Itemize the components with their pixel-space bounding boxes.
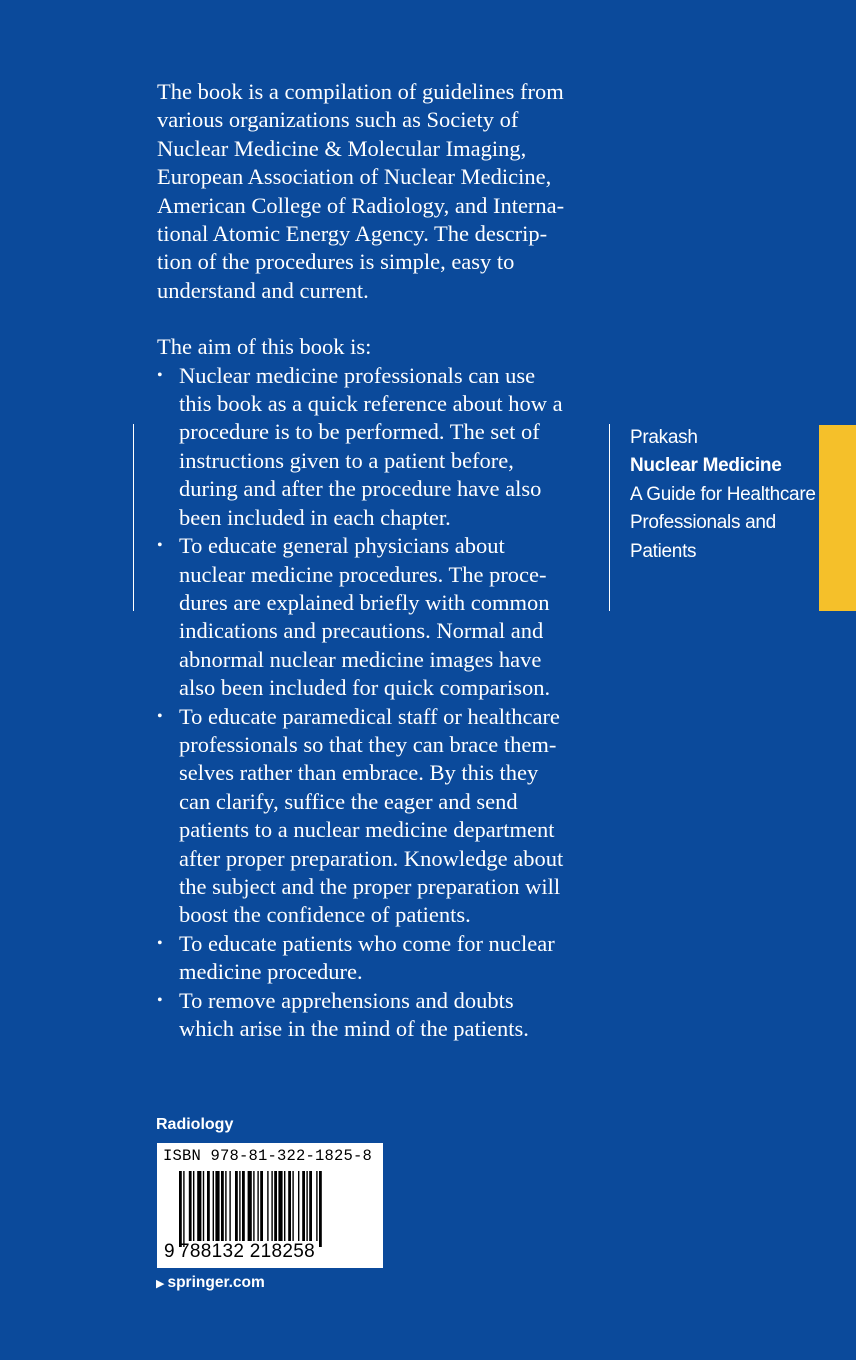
back-cover-description (157, 78, 597, 1043)
divider-left (133, 424, 134, 611)
description-paragraph: The book is a compilation of guidelines from various organizations such as Society of Nuclear Medicine & Molecular Imaging, European Association of Nuclear Medicine, American College of Radiology, and Interna- tional Atomic Energy Agency. The descrip- tion of the procedures is simple, easy to understand and current. (157, 79, 565, 303)
aim-intro: The aim of this book is: (157, 334, 372, 360)
aim-list-item: • Nuclear medicine professionals can use this book as a quick reference about how a procedure is to be performed. The set of instructions given to a patient before, during and after the procedure have also been included in each chapter. (157, 362, 563, 530)
subject-category: Radiology (156, 1116, 234, 1133)
barcode-bar (215, 1171, 219, 1241)
barcode-bar (302, 1171, 305, 1241)
barcode-bar (253, 1171, 254, 1241)
barcode-bar (248, 1171, 252, 1241)
title-block (630, 424, 830, 566)
book-subtitle-line: Patients (630, 540, 697, 562)
author-name: Prakash (630, 427, 698, 448)
barcode-bar (292, 1171, 293, 1241)
aim-list-item: • To educate general physicians about nuclear medicine procedures. The proce- dures are explained briefly with common indications and precautions. Normal and abnormal nuclear medicine images have also been included for quick comparison. (157, 533, 551, 701)
barcode-lead-digit: 9 (164, 1241, 175, 1262)
barcode-bar (225, 1171, 226, 1241)
barcode-bar (193, 1171, 194, 1241)
barcode-bar (197, 1171, 201, 1241)
book-subtitle-line: A Guide for Healthcare (630, 483, 816, 505)
barcode-bar (260, 1171, 263, 1241)
barcode-bar (267, 1171, 268, 1241)
barcode-digits: 788132 218258 (179, 1241, 315, 1262)
aim-list (157, 362, 597, 1044)
barcode-bar (319, 1171, 322, 1247)
barcode-bar (221, 1171, 224, 1241)
barcode-bar (179, 1171, 182, 1247)
barcode-bar (189, 1171, 192, 1241)
bullet-icon: • (157, 537, 163, 555)
barcode-bar (229, 1171, 230, 1241)
barcode-bar (284, 1171, 285, 1241)
bullet-icon: • (157, 366, 163, 384)
publisher-url: springer.com (167, 1274, 265, 1291)
barcode-bar (271, 1171, 272, 1241)
isbn-label: ISBN 978-81-322-1825-8 (163, 1147, 373, 1165)
barcode-bar (203, 1171, 204, 1241)
bullet-icon: • (157, 991, 163, 1009)
barcode-bar (278, 1171, 282, 1241)
bullet-icon: • (157, 707, 163, 725)
barcode-bar (213, 1171, 214, 1241)
barcode-bar (288, 1171, 291, 1241)
publisher-link[interactable] (156, 1274, 265, 1292)
barcode-bar (239, 1171, 240, 1241)
barcode-bar (316, 1171, 317, 1241)
play-arrow-icon: ▶ (156, 1278, 165, 1290)
bullet-icon: • (157, 934, 163, 952)
barcode-bar (183, 1171, 184, 1247)
isbn-barcode (157, 1143, 383, 1268)
aim-list-item: • To educate patients who come for nuclear medicine procedure. (157, 930, 555, 985)
barcode-bar (235, 1171, 238, 1241)
book-title: Nuclear Medicine (630, 455, 782, 477)
barcode-bar (207, 1171, 210, 1241)
barcode-bar (306, 1171, 307, 1241)
barcode-bar (309, 1171, 312, 1241)
book-subtitle-line: Professionals and (630, 512, 776, 534)
aim-list-item: • To remove apprehensions and doubts which arise in the mind of the patients. (157, 987, 529, 1041)
barcode-bar (257, 1171, 258, 1241)
accent-tab (819, 425, 856, 611)
divider-right (609, 424, 610, 611)
aim-list-item: • To educate paramedical staff or healthcare professionals so that they can brace them- selves rather than embrace. By this they can clarify, suffice the eager and send patients to a nuclear medicine department after proper preparation. Knowledge about the subject and the proper preparation will boost the confidence of patients. (157, 703, 564, 928)
barcode-bar (298, 1171, 299, 1241)
barcode-bar (242, 1171, 245, 1241)
barcode-bar (274, 1171, 277, 1241)
